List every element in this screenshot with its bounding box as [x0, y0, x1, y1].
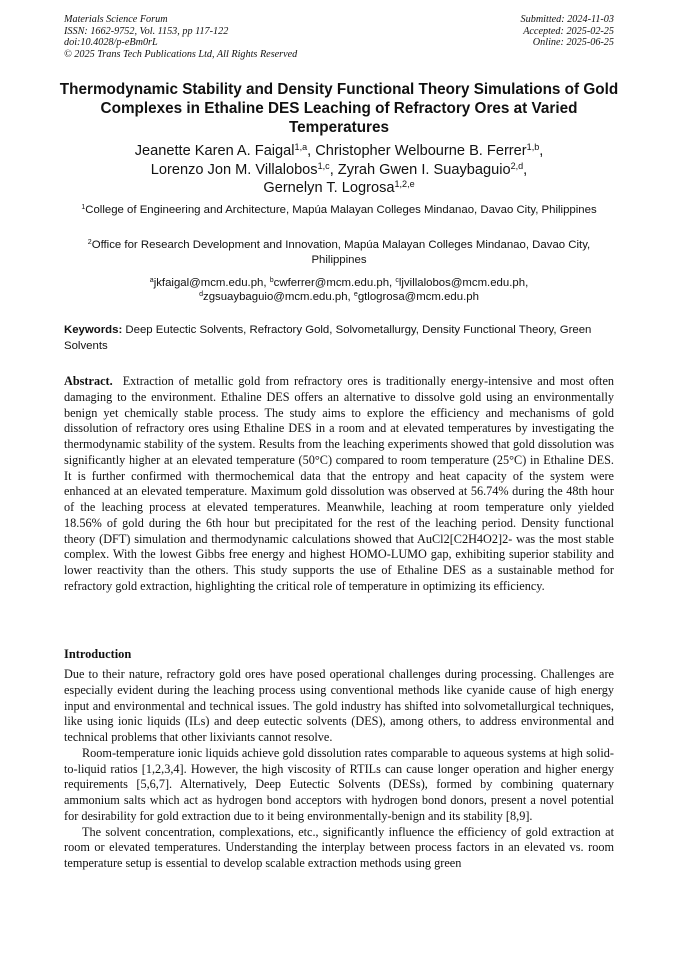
introduction-body	[64, 667, 614, 872]
author-name: Christopher Welbourne B. Ferrer	[315, 143, 527, 159]
author-list: Jeanette Karen A. Faigal$^{1,a}$, Christopher Welbourne B. Ferrer$^{1,b}$, Lorenzo Jon M. Villalobos$^{1,c}$, Zyrah Gwen I. Suaybaguio$^{2,d}$, Gernelyn T. Logrosa$^{1,2,e}$	[134, 142, 544, 197]
keywords-label: Keywords:	[64, 324, 123, 336]
abstract-label: Abstract.	[64, 374, 113, 388]
email-address[interactable]: gtlogrosa@mcm.edu.ph	[357, 291, 479, 304]
author-sup: 2,d	[510, 160, 524, 171]
email-sup: e	[353, 291, 358, 299]
affiliation-1	[70, 203, 608, 218]
author-sup: 1,c	[317, 160, 330, 171]
doi-line: doi:10.4028/p-eBm0rL	[64, 37, 158, 49]
paragraph: Room-temperature ionic liquids achieve gold dissolution rates comparable to aqueous systems at high solid-to-liquid ratios [1,2,3,4]. However, the high viscosity of RTILs can cause longer operation and higher energy requirements [5,6,7]. Alternatively, Deep Eutectic Solvents (DESs), formed by combining quaternary ammonium salts which act as hydrogen bond acceptors with hydrogen bond donors, present a novel potential for desirability for gold extraction due to it being environmentally-benign and its stability [8,9].	[64, 745, 614, 823]
affiliation-sup: 2	[87, 239, 92, 247]
abstract-text: Extraction of metallic gold from refractory ores is traditionally energy-intensive and most often damaging to the environment. Ethaline DES offers an alternative to dissolve gold using an environmentally benign yet chemically stable process. The study aims to explore the efficiency and mechanisms of gold dissolution of refractory ores using Ethaline DES in a room and at elevated temperatures by investigating the thermodynamic stability of the system. Results from the leaching experiments showed that gold dissolution was significantly higher at an elevated temperature (50°C) compared to room temperature (25°C) in Ethaline DES. It is further confirmed with thermochemical data that the entropy and heat capacity of the system were enhanced at an elevated temperature. Maximum gold dissolution was observed at 56.74% during the 48th hour of the leaching process at elevated temperatures. Meanwhile, leaching at room temperature only yielded 18.56% of gold during the 6th hour but precipitated for the rest of the leaching period. Density functional theory (DFT) simulation and thermodynamic calculations showed that AuCl2[C2H4O2]2- was the most stable complex. With the lowest Gibbs free energy and highest HOMO-LUMO gap, exhibiting superior stability and lower reactivity than the others. This study supports the use of Ethaline DES as a sustainable method for refractory gold extraction, highlighting the critical role of temperature in optimizing its efficiency.	[64, 374, 615, 593]
email-address[interactable]: zgsuaybaguio@mcm.edu.ph	[203, 291, 348, 304]
accepted-date: Accepted: 2025-02-25	[523, 25, 614, 37]
issn-line: ISSN: 1662-9752, Vol. 1153, pp 117-122	[64, 25, 229, 37]
author-name: Lorenzo Jon M. Villalobos	[150, 161, 318, 178]
author-sup: 1,a	[294, 142, 308, 153]
author-sup: 1,2,e	[394, 179, 415, 190]
keywords	[64, 323, 614, 354]
paper-title: Thermodynamic Stability and Density Functional Theory Simulations of Gold Complexes in Ethaline DES Leaching of Refractory Ores at Varied Temperatures	[59, 81, 619, 136]
submitted-date: Submitted: 2024-11-03	[520, 14, 614, 25]
email-address[interactable]: cwferrer@mcm.edu.ph	[273, 277, 390, 289]
affiliation-2	[70, 238, 608, 269]
journal-header	[64, 14, 297, 60]
paragraph: The solvent concentration, complexations, etc., significantly influence the efficiency of gold extraction at room or elevated temperatures. Understanding the interplay between process factors in an elevated vs. room temperature setup is essential to develop scalable extraction methods using green	[64, 824, 614, 870]
email-sup: d	[199, 291, 203, 299]
email-sup: b	[269, 277, 274, 285]
email-sup: c	[395, 277, 399, 285]
affiliation-sup: 1	[81, 204, 86, 212]
paragraph: Due to their nature, refractory gold ores have posed operational challenges during processing. Challenges are especially evident during the leaching process using conventional methods like cyanide cause of high energy input and environmental and technical issues. The gold industry has shifted into solvometallurgical techniques, like using ionic liquids (ILs) and deep eutectic solvents (DES), among others, to address environmental and technical problems that other lixiviants cannot resolve.	[64, 667, 614, 744]
email-address[interactable]: ljvillalobos@mcm.edu.ph	[398, 277, 526, 289]
copyright-line: © 2025 Trans Tech Publications Ltd, All Rights Reserved	[64, 48, 298, 60]
journal-name: Materials Science Forum	[64, 14, 168, 25]
email-list: $^a$jkfaigal@mcm.edu.ph, $^b$cwferrer@mcm.edu.ph, $^c$ljvillalobos@mcm.edu.ph, $^d$zgsuaybaguio@mcm.edu.ph, $^e$gtlogrosa@mcm.edu.ph	[149, 277, 529, 304]
author-sup: 1,b	[526, 142, 540, 153]
keywords-text: Deep Eutectic Solvents, Refractory Gold, Solvometallurgy, Density Functional Theory, Green Solvents	[64, 324, 592, 352]
introduction-heading: Introduction	[64, 647, 132, 661]
author-name: Gernelyn T. Logrosa	[263, 180, 395, 197]
email-sup: a	[149, 277, 154, 285]
affiliation-text: Office for Research Development and Innovation, Mapúa Malayan Colleges Mindanao, Davao City, Philippines	[91, 239, 591, 267]
author-name: Zyrah Gwen I. Suaybaguio	[337, 161, 511, 178]
online-date: Online: 2025-06-25	[532, 37, 614, 49]
abstract	[64, 374, 614, 595]
email-address[interactable]: jkfaigal@mcm.edu.ph	[153, 277, 264, 289]
dates-header	[521, 14, 614, 49]
author-name: Jeanette Karen A. Faigal	[134, 143, 295, 159]
affiliation-text: College of Engineering and Architecture, Mapúa Malayan Colleges Mindanao, Davao City, Philippines	[85, 204, 597, 216]
